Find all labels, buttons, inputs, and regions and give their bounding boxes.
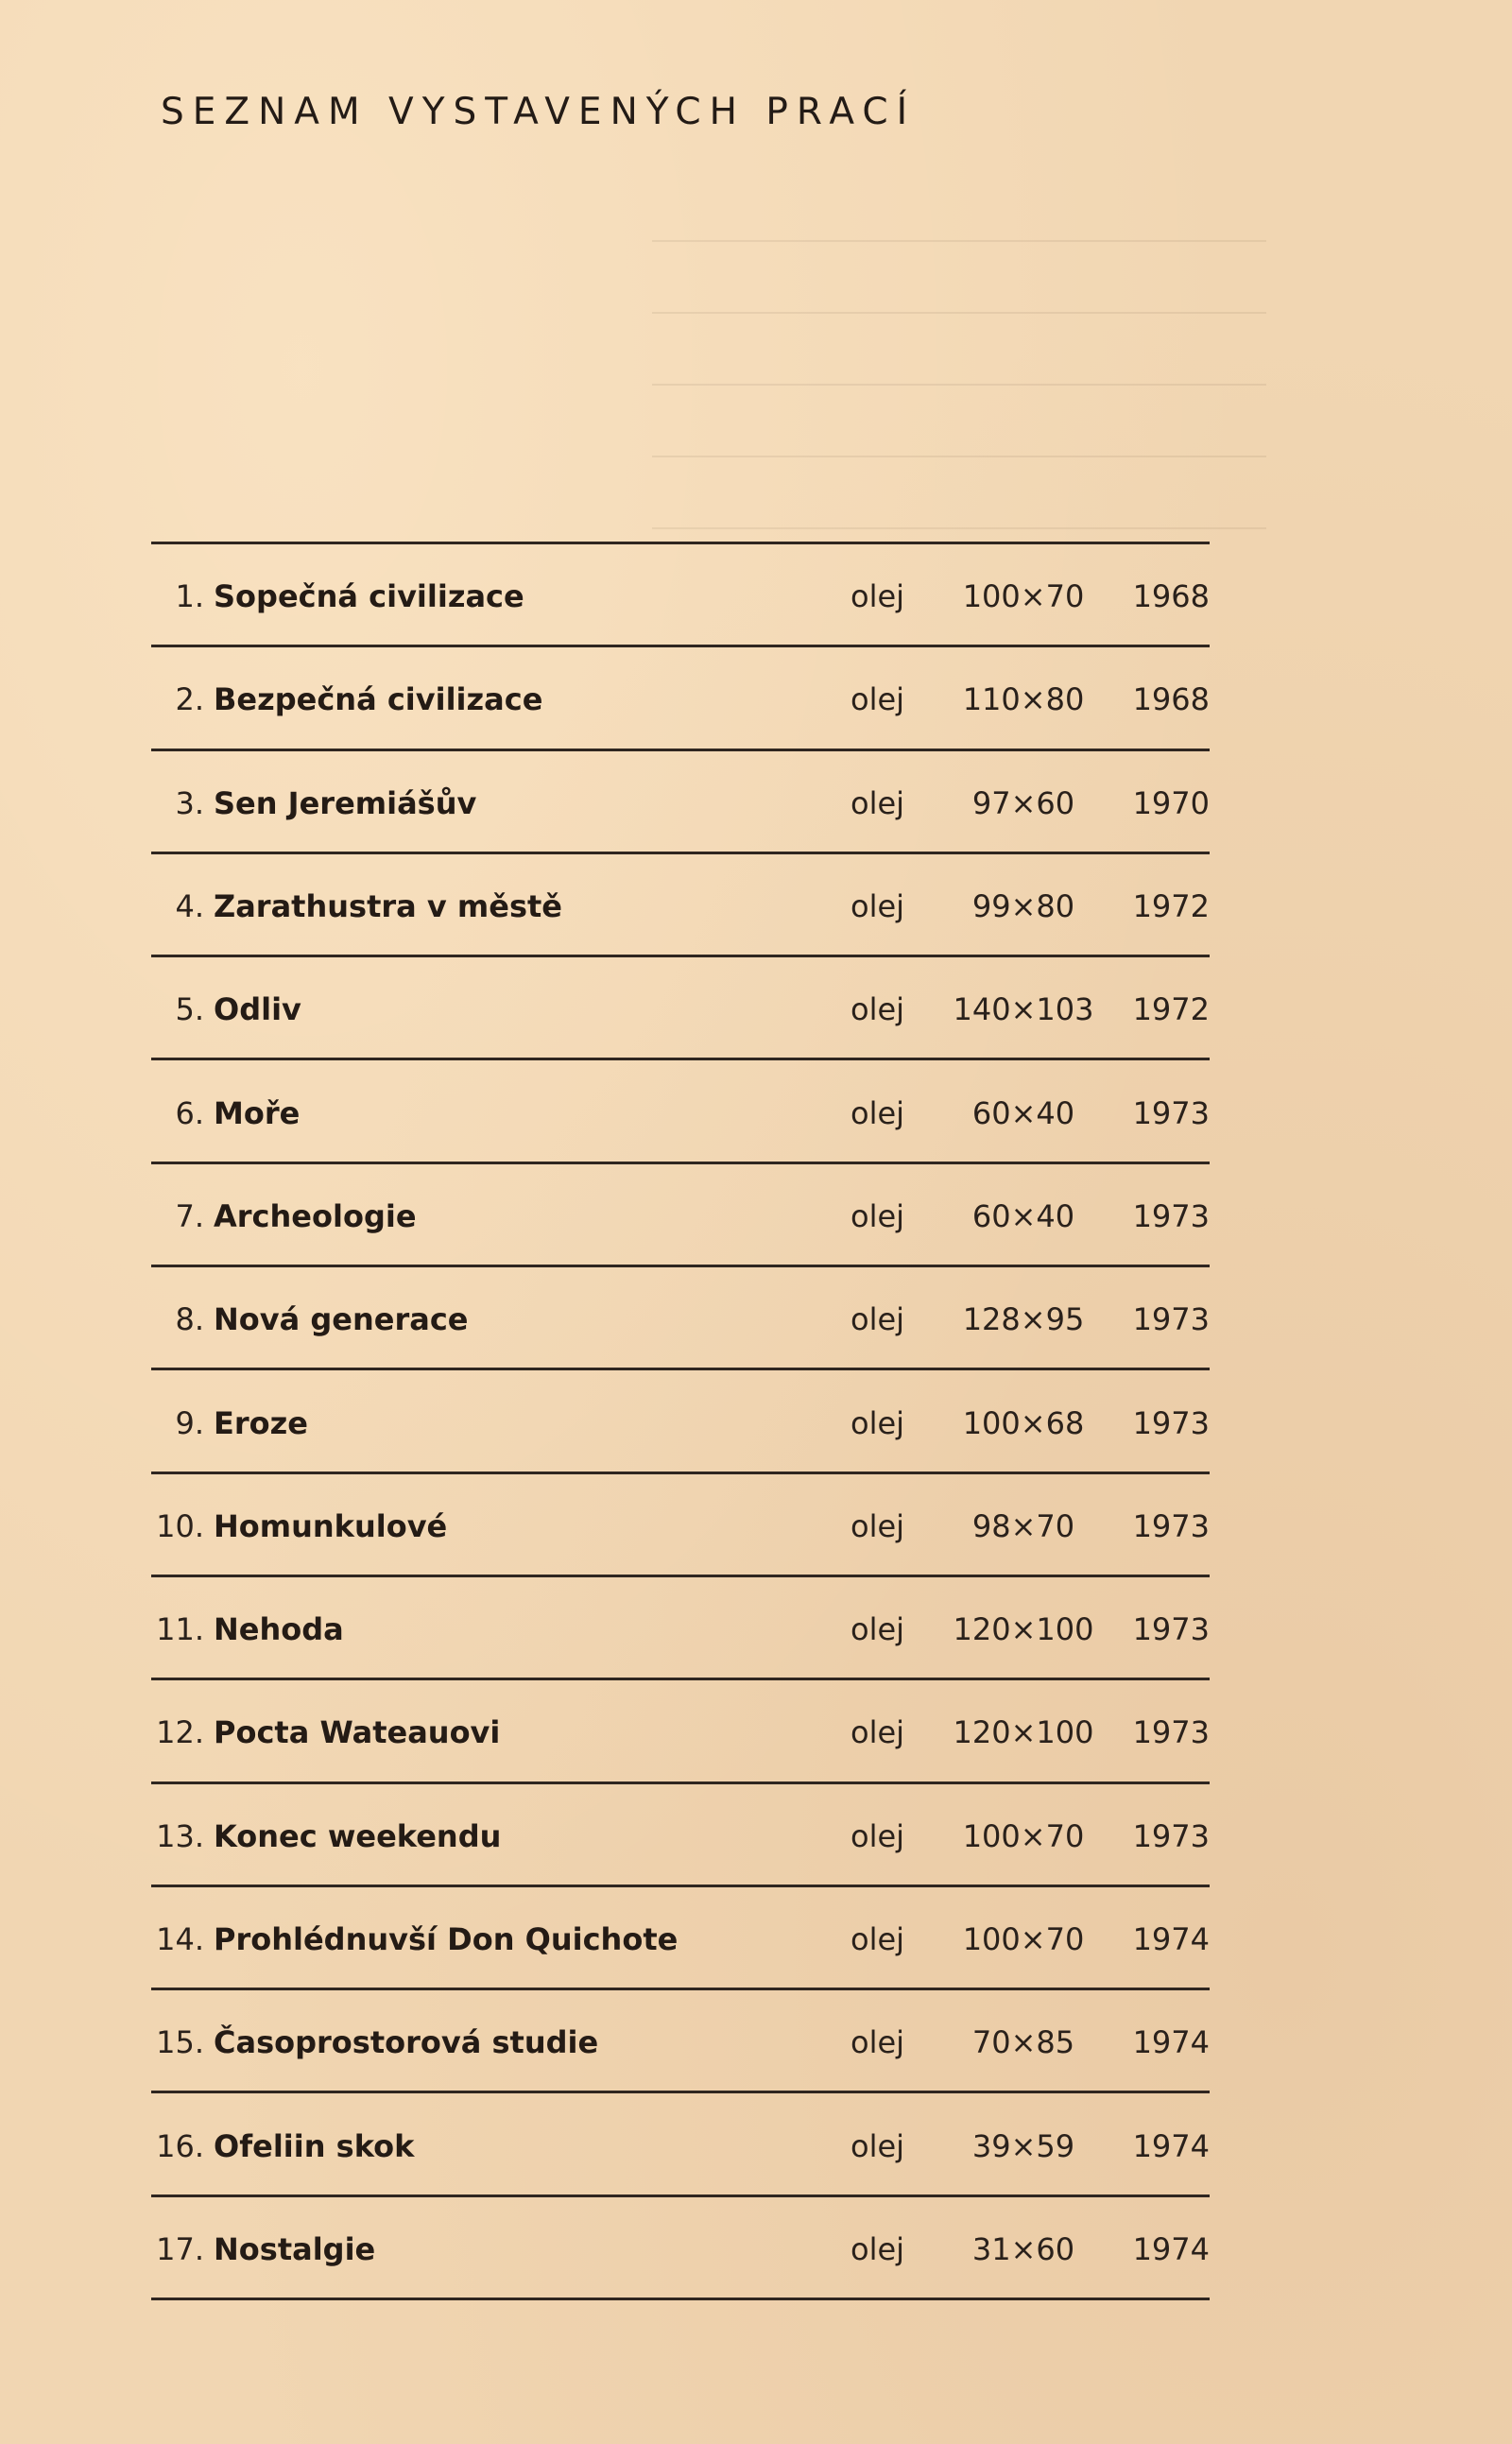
work-title: Konec weekendu xyxy=(214,1817,502,1854)
work-number: 12. xyxy=(156,1714,204,1751)
work-size: 120×100 xyxy=(953,1611,1094,1648)
bleed-through-text xyxy=(652,170,1266,529)
work-number: 15. xyxy=(156,2024,204,2061)
work-number: 14. xyxy=(156,1921,204,1957)
work-title: Bezpečná civilizace xyxy=(214,681,543,718)
work-size: 128×95 xyxy=(962,1301,1085,1338)
work-number: 16. xyxy=(156,2127,204,2164)
work-number: 5. xyxy=(175,991,204,1028)
works-list xyxy=(151,542,1210,2300)
table-row xyxy=(151,1060,1210,1163)
work-title: Archeologie xyxy=(214,1197,417,1234)
work-size: 99×80 xyxy=(971,888,1075,925)
work-title: Časoprostorová studie xyxy=(214,2024,599,2061)
work-number: 7. xyxy=(175,1197,204,1234)
table-row xyxy=(151,1990,1210,2093)
work-medium: olej xyxy=(850,2127,905,2164)
work-number: 6. xyxy=(175,1094,204,1131)
work-year: 1973 xyxy=(1132,1507,1210,1544)
work-size: 97×60 xyxy=(971,784,1075,821)
work-title: Eroze xyxy=(214,1404,308,1441)
work-title: Ofeliin skok xyxy=(214,2127,415,2164)
work-medium: olej xyxy=(850,1507,905,1544)
table-row xyxy=(151,1887,1210,1990)
work-year: 1972 xyxy=(1132,888,1210,925)
table-row xyxy=(151,751,1210,854)
work-title: Prohlédnuvší Don Quichote xyxy=(214,1921,679,1957)
work-title: Moře xyxy=(214,1094,301,1131)
table-row xyxy=(151,1370,1210,1473)
work-title: Sen Jeremiášův xyxy=(214,784,477,821)
work-title: Homunkulové xyxy=(214,1507,448,1544)
table-row xyxy=(151,1267,1210,1370)
work-number: 17. xyxy=(156,2230,204,2267)
work-title: Nehoda xyxy=(214,1611,344,1648)
work-medium: olej xyxy=(850,681,905,718)
work-size: 100×70 xyxy=(962,1921,1085,1957)
work-year: 1968 xyxy=(1132,681,1210,718)
work-title: Zarathustra v městě xyxy=(214,888,562,925)
table-row xyxy=(151,1784,1210,1887)
work-year: 1974 xyxy=(1132,2230,1210,2267)
table-row xyxy=(151,1577,1210,1680)
work-medium: olej xyxy=(850,2230,905,2267)
page-title: SEZNAM VYSTAVENÝCH PRACÍ xyxy=(161,91,917,133)
work-medium: olej xyxy=(850,888,905,925)
work-size: 39×59 xyxy=(971,2127,1075,2164)
work-number: 11. xyxy=(156,1611,204,1648)
work-year: 1974 xyxy=(1132,2127,1210,2164)
work-size: 60×40 xyxy=(971,1094,1075,1131)
work-number: 8. xyxy=(175,1301,204,1338)
work-year: 1972 xyxy=(1132,991,1210,1028)
work-medium: olej xyxy=(850,1094,905,1131)
work-title: Nostalgie xyxy=(214,2230,376,2267)
work-title: Sopečná civilizace xyxy=(214,578,524,615)
work-year: 1973 xyxy=(1132,1094,1210,1131)
work-number: 13. xyxy=(156,1817,204,1854)
work-medium: olej xyxy=(850,1197,905,1234)
work-medium: olej xyxy=(850,1301,905,1338)
work-number: 4. xyxy=(175,888,204,925)
work-year: 1974 xyxy=(1132,2024,1210,2061)
work-year: 1973 xyxy=(1132,1197,1210,1234)
table-row xyxy=(151,1474,1210,1577)
work-size: 100×68 xyxy=(962,1404,1085,1441)
table-row xyxy=(151,1164,1210,1267)
work-medium: olej xyxy=(850,2024,905,2061)
work-number: 1. xyxy=(175,578,204,615)
work-medium: olej xyxy=(850,1714,905,1751)
table-row xyxy=(151,647,1210,750)
work-title: Nová generace xyxy=(214,1301,469,1338)
work-medium: olej xyxy=(850,1817,905,1854)
work-size: 120×100 xyxy=(953,1714,1094,1751)
work-size: 100×70 xyxy=(962,578,1085,615)
work-size: 140×103 xyxy=(953,991,1094,1028)
work-medium: olej xyxy=(850,784,905,821)
work-size: 70×85 xyxy=(971,2024,1075,2061)
table-row xyxy=(151,1680,1210,1783)
table-row xyxy=(151,2093,1210,2196)
work-year: 1974 xyxy=(1132,1921,1210,1957)
work-year: 1973 xyxy=(1132,1817,1210,1854)
table-row xyxy=(151,2197,1210,2300)
work-medium: olej xyxy=(850,1921,905,1957)
work-size: 31×60 xyxy=(971,2230,1075,2267)
work-number: 3. xyxy=(175,784,204,821)
work-size: 60×40 xyxy=(971,1197,1075,1234)
work-size: 110×80 xyxy=(962,681,1085,718)
work-medium: olej xyxy=(850,1611,905,1648)
work-number: 2. xyxy=(175,681,204,718)
work-title: Pocta Wateauovi xyxy=(214,1714,501,1751)
table-row xyxy=(151,544,1210,647)
table-row xyxy=(151,957,1210,1060)
table-row xyxy=(151,854,1210,957)
work-year: 1973 xyxy=(1132,1301,1210,1338)
work-size: 98×70 xyxy=(971,1507,1075,1544)
work-year: 1970 xyxy=(1132,784,1210,821)
work-year: 1973 xyxy=(1132,1404,1210,1441)
work-number: 9. xyxy=(175,1404,204,1441)
work-number: 10. xyxy=(156,1507,204,1544)
work-medium: olej xyxy=(850,991,905,1028)
work-size: 100×70 xyxy=(962,1817,1085,1854)
work-medium: olej xyxy=(850,578,905,615)
work-year: 1968 xyxy=(1132,578,1210,615)
work-year: 1973 xyxy=(1132,1611,1210,1648)
work-year: 1973 xyxy=(1132,1714,1210,1751)
work-title: Odliv xyxy=(214,991,301,1028)
work-medium: olej xyxy=(850,1404,905,1441)
